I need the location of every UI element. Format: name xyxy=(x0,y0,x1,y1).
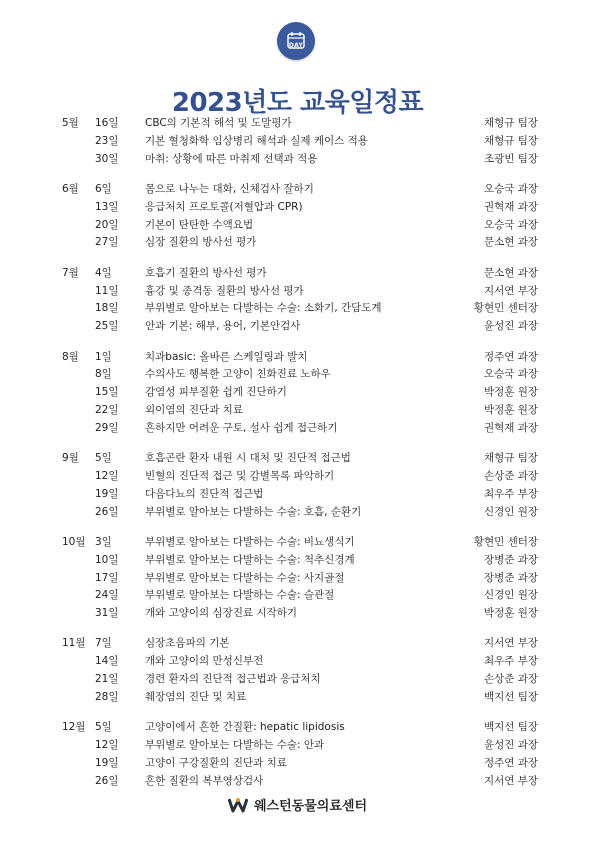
schedule-row xyxy=(0,719,595,737)
badge-label: DAY xyxy=(288,42,304,49)
session-topic: 다음다뇨의 진단적 접근법 xyxy=(145,487,264,500)
schedule-row xyxy=(0,402,595,420)
session-day: 27일 xyxy=(95,236,119,249)
schedule-row xyxy=(0,115,595,133)
session-day: 19일 xyxy=(95,487,119,500)
schedule-row xyxy=(0,653,595,671)
session-lecturer: 오승국 과장 xyxy=(483,218,538,231)
schedule-row xyxy=(0,217,595,235)
month-group xyxy=(0,635,595,706)
session-lecturer: 최우주 부장 xyxy=(483,655,538,668)
session-day: 26일 xyxy=(95,505,119,518)
session-topic: 흔하지만 어려운 구토, 설사 쉽게 접근하기 xyxy=(145,421,338,434)
schedule-row xyxy=(0,587,595,605)
session-topic: 부위별로 알아보는 다발하는 수술: 비뇨생식기 xyxy=(145,535,355,548)
session-lecturer: 박정훈 원장 xyxy=(483,607,538,620)
month-label: 7월 xyxy=(62,266,79,279)
schedule-row xyxy=(0,450,595,468)
session-lecturer: 지서연 부장 xyxy=(483,284,538,297)
session-lecturer: 채형규 팀장 xyxy=(483,452,538,465)
session-topic: 흔한 질환의 복부영상검사 xyxy=(145,774,264,787)
session-topic: 부위별로 알아보는 다발하는 수술: 소화기, 간담도계 xyxy=(145,302,382,315)
session-lecturer: 백지선 팀장 xyxy=(483,690,538,703)
session-day: 15일 xyxy=(95,386,119,399)
schedule-row xyxy=(0,504,595,522)
schedule-row xyxy=(0,234,595,252)
session-topic: 안과 기본: 해부, 용어, 기본안검사 xyxy=(145,320,301,333)
schedule-row xyxy=(0,534,595,552)
session-topic: 부위별로 알아보는 다발하는 수술: 호흡, 순환기 xyxy=(145,505,362,518)
month-group xyxy=(0,719,595,790)
schedule-row xyxy=(0,384,595,402)
session-day: 11일 xyxy=(95,284,119,297)
schedule-row xyxy=(0,318,595,336)
session-lecturer: 오승국 과장 xyxy=(483,368,538,381)
month-group xyxy=(0,450,595,521)
session-topic: 심장초음파의 기본 xyxy=(145,637,230,650)
session-lecturer: 박정훈 원장 xyxy=(483,403,538,416)
session-topic: 외이염의 진단과 치료 xyxy=(145,403,243,416)
schedule-row xyxy=(0,265,595,283)
session-day: 5일 xyxy=(95,452,112,465)
session-day: 29일 xyxy=(95,421,119,434)
session-day: 10일 xyxy=(95,553,119,566)
schedule-row xyxy=(0,755,595,773)
session-lecturer: 신경인 원장 xyxy=(483,505,538,518)
session-day: 13일 xyxy=(95,200,119,213)
session-topic: 수의사도 행복한 고양이 친화진료 노하우 xyxy=(145,368,331,381)
session-day: 18일 xyxy=(95,302,119,315)
session-topic: 감염성 피부질환 쉽게 진단하기 xyxy=(145,386,287,399)
session-topic: 부위별로 알아보는 다발하는 수술: 슬관절 xyxy=(145,589,335,602)
schedule-row xyxy=(0,420,595,438)
session-lecturer: 오승국 과장 xyxy=(483,182,538,195)
session-lecturer: 박정훈 원장 xyxy=(483,386,538,399)
session-day: 8일 xyxy=(95,368,112,381)
session-lecturer: 손상준 과장 xyxy=(483,673,538,686)
footer-name: 웨스턴동물의료센터 xyxy=(253,799,368,814)
session-lecturer: 정주연 과장 xyxy=(483,756,538,769)
session-day: 26일 xyxy=(95,774,119,787)
session-day: 17일 xyxy=(95,571,119,584)
session-day: 22일 xyxy=(95,403,119,416)
session-topic: 부위별로 알아보는 다발하는 수술: 안과 xyxy=(145,739,325,752)
month-group xyxy=(0,181,595,252)
session-topic: 응급처치 프로토콜(저혈압과 CPR) xyxy=(145,200,303,213)
month-label: 10월 xyxy=(62,535,86,548)
session-day: 1일 xyxy=(95,350,112,363)
session-topic: 호흡곤란 환자 내원 시 대처 및 진단적 접근법 xyxy=(145,452,351,465)
schedule-row xyxy=(0,689,595,707)
session-day: 5일 xyxy=(95,721,112,734)
month-label: 12월 xyxy=(62,721,86,734)
schedule-row xyxy=(0,349,595,367)
schedule-row xyxy=(0,552,595,570)
session-topic: 고양이 구강질환의 진단과 치료 xyxy=(145,756,287,769)
month-label: 11월 xyxy=(62,637,86,650)
schedule-row xyxy=(0,283,595,301)
month-group xyxy=(0,115,595,168)
session-topic: 호흡기 질환의 방사선 평가 xyxy=(145,266,267,279)
session-day: 16일 xyxy=(95,117,119,129)
page-title: 2023년도 교육일정표 xyxy=(171,88,424,118)
session-lecturer: 채형규 팀장 xyxy=(483,134,538,147)
session-day: 3일 xyxy=(95,535,112,548)
session-lecturer: 황현민 센터장 xyxy=(473,535,538,548)
session-day: 31일 xyxy=(95,607,119,620)
month-label: 6월 xyxy=(62,182,79,195)
session-day: 21일 xyxy=(95,673,119,686)
session-day: 25일 xyxy=(95,320,119,333)
session-lecturer: 지서연 부장 xyxy=(483,637,538,650)
month-group xyxy=(0,534,595,623)
western-logo-icon xyxy=(228,797,248,813)
session-lecturer: 조광빈 팀장 xyxy=(483,152,538,165)
session-lecturer: 문소현 과장 xyxy=(483,236,538,249)
session-topic: 기본 혈청화학 임상병리 해석과 실제 케이스 적용 xyxy=(145,134,368,147)
session-day: 19일 xyxy=(95,756,119,769)
schedule-row xyxy=(0,468,595,486)
session-lecturer: 문소현 과장 xyxy=(483,266,538,279)
schedule-row xyxy=(0,133,595,151)
session-topic: 빈혈의 진단적 접근 및 감별목록 파악하기 xyxy=(145,469,335,482)
session-lecturer: 정주연 과장 xyxy=(483,350,538,363)
session-lecturer: 지서연 부장 xyxy=(483,774,538,787)
session-lecturer: 채형규 팀장 xyxy=(483,117,538,129)
day-calendar-badge xyxy=(277,22,315,60)
session-topic: 췌장염의 진단 및 치료 xyxy=(145,690,247,703)
month-label: 9월 xyxy=(62,452,79,465)
month-group xyxy=(0,265,595,336)
session-lecturer: 신경인 원장 xyxy=(483,589,538,602)
session-lecturer: 황현민 센터장 xyxy=(473,302,538,315)
schedule-row xyxy=(0,605,595,623)
session-topic: 치과basic: 올바른 스케일링과 발치 xyxy=(145,350,308,363)
schedule-row xyxy=(0,570,595,588)
session-lecturer: 윤성진 과장 xyxy=(483,739,538,752)
month-label: 8월 xyxy=(62,350,79,363)
session-lecturer: 권혁재 과장 xyxy=(483,200,538,213)
schedule-list xyxy=(0,115,595,803)
session-topic: 흉강 및 종격동 질환의 방사선 평가 xyxy=(145,284,304,297)
session-day: 12일 xyxy=(95,469,119,482)
schedule-row xyxy=(0,737,595,755)
schedule-row xyxy=(0,199,595,217)
session-topic: 개와 고양이의 심장진료 시작하기 xyxy=(145,607,298,620)
session-topic: 개와 고양이의 만성신부전 xyxy=(145,655,264,668)
session-day: 20일 xyxy=(95,218,119,231)
session-lecturer: 윤성진 과장 xyxy=(483,320,538,333)
session-day: 4일 xyxy=(95,266,112,279)
session-day: 12일 xyxy=(95,739,119,752)
session-lecturer: 권혁재 과장 xyxy=(483,421,538,434)
session-lecturer: 손상준 과장 xyxy=(483,469,538,482)
session-day: 23일 xyxy=(95,134,119,147)
schedule-row xyxy=(0,181,595,199)
schedule-row xyxy=(0,300,595,318)
session-topic: 고양이에서 흔한 간질환: hepatic lipidosis xyxy=(145,721,345,734)
session-lecturer: 장병준 과장 xyxy=(483,571,538,584)
session-day: 24일 xyxy=(95,589,119,602)
session-day: 6일 xyxy=(95,182,112,195)
month-group xyxy=(0,349,595,438)
session-topic: 마취: 상황에 따른 마취제 선택과 적용 xyxy=(145,152,318,165)
schedule-row xyxy=(0,635,595,653)
schedule-row xyxy=(0,151,595,169)
session-day: 30일 xyxy=(95,152,119,165)
session-topic: 부위별로 알아보는 다발하는 수술: 척추신경계 xyxy=(145,553,355,566)
session-topic: 기본이 탄탄한 수액요법 xyxy=(145,218,254,231)
session-lecturer: 최우주 부장 xyxy=(483,487,538,500)
session-day: 28일 xyxy=(95,690,119,703)
schedule-row xyxy=(0,486,595,504)
session-topic: 몸으로 나누는 대화, 신체검사 잘하기 xyxy=(145,182,314,195)
footer xyxy=(0,795,595,814)
month-label: 5월 xyxy=(62,117,79,129)
session-lecturer: 장병준 과장 xyxy=(483,553,538,566)
schedule-row xyxy=(0,366,595,384)
session-topic: 경련 환자의 진단적 접근법과 응급처치 xyxy=(145,673,321,686)
session-topic: 심장 질환의 방사선 평가 xyxy=(145,236,257,249)
session-topic: CBC의 기본적 해석 및 도말평가 xyxy=(145,117,292,129)
schedule-row xyxy=(0,773,595,791)
session-day: 14일 xyxy=(95,655,119,668)
session-topic: 부위별로 알아보는 다발하는 수술: 사지골절 xyxy=(145,571,345,584)
schedule-row xyxy=(0,671,595,689)
session-lecturer: 백지선 팀장 xyxy=(483,721,538,734)
session-day: 7일 xyxy=(95,637,112,650)
